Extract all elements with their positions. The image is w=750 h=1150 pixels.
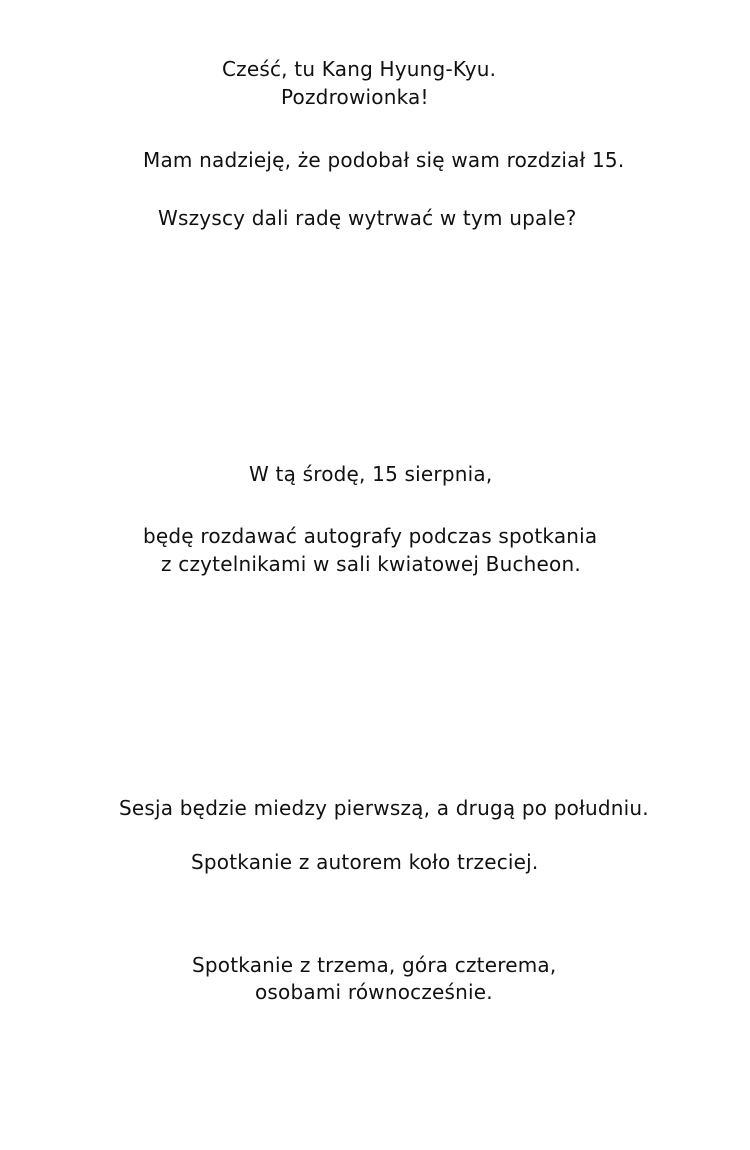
group-line-2: osobami równocześnie. — [255, 980, 493, 1004]
announcement-date: W tą środę, 15 sierpnia, — [249, 462, 493, 486]
announcement-line-1: będę rozdawać autografy podczas spotkania — [143, 524, 598, 548]
intro-line-2: Wszyscy dali radę wytrwać w tym upale? — [158, 206, 577, 230]
greeting-line-2: Pozdrowionka! — [281, 85, 429, 109]
schedule-meeting: Spotkanie z autorem koło trzeciej. — [191, 850, 539, 874]
greeting-line-1: Cześć, tu Kang Hyung-Kyu. — [222, 57, 497, 81]
intro-line-1: Mam nadzieję, że podobał się wam rozdział 15. — [143, 148, 625, 172]
schedule-session: Sesja będzie miedzy pierwszą, a drugą po południu. — [119, 796, 649, 820]
group-line-1: Spotkanie z trzema, góra czterema, — [192, 953, 557, 977]
announcement-line-2: z czytelnikami w sali kwiatowej Bucheon. — [161, 552, 581, 576]
